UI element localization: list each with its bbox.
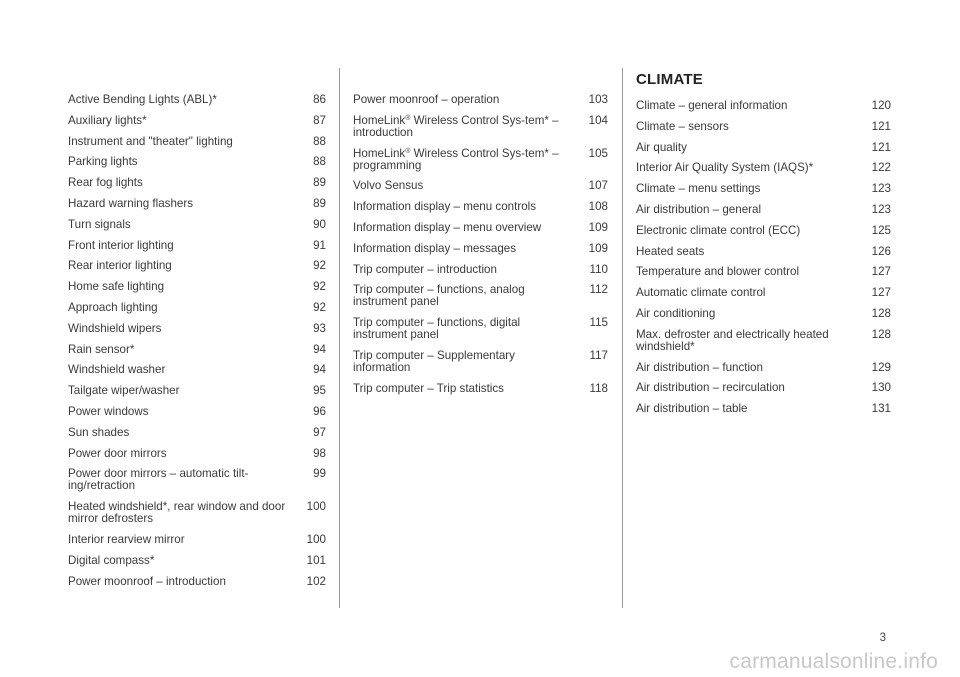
toc-entry-page: 131 [871, 402, 891, 416]
toc-entry-page: 88 [313, 155, 326, 169]
toc-entry-title: Hazard warning flashers [68, 196, 194, 210]
toc-entry-title: HomeLink® Wireless Control Sys-tem* – programming [353, 146, 559, 172]
column-divider [339, 68, 340, 608]
toc-entry-title: Air distribution – general [636, 202, 762, 216]
toc-entry-title: Power moonroof – operation [353, 93, 500, 106]
toc-entry-title: Max. defroster and electrically heated windshield* [636, 327, 829, 353]
toc-entry[interactable] [353, 284, 608, 308]
toc-entry[interactable] [636, 225, 891, 237]
toc-entry-title: Trip computer – functions, digital instrument panel [353, 316, 521, 342]
toc-entry[interactable] [636, 100, 891, 112]
toc-entry-page: 127 [871, 286, 891, 300]
toc-entry-page: 101 [306, 553, 326, 567]
toc-entry[interactable] [68, 260, 326, 272]
toc-entry-page: 90 [313, 217, 326, 231]
toc-entry[interactable] [68, 534, 326, 546]
toc-entry-page: 115 [589, 316, 608, 330]
toc-entry-title: Air quality [636, 140, 687, 154]
toc-entry-page: 121 [871, 119, 891, 133]
toc-entry[interactable] [636, 142, 891, 154]
toc-entry-page: 109 [588, 220, 608, 234]
toc-entry[interactable] [68, 555, 326, 567]
toc-entry-page: 100 [306, 532, 326, 546]
toc-entry[interactable] [68, 501, 326, 525]
toc-entry-page: 89 [313, 176, 326, 190]
toc-entry-title: Electronic climate control (ECC) [636, 223, 801, 237]
toc-entry-title: Power door mirrors [68, 446, 167, 460]
toc-entry-title: Trip computer – functions, analog instrument panel [353, 283, 525, 309]
toc-entry[interactable] [68, 115, 326, 127]
toc-entry[interactable] [68, 344, 326, 356]
toc-entry-title: Power door mirrors – automatic tilt-ing/retraction [68, 467, 249, 493]
toc-entry-title: Instrument and "theater" lighting [68, 134, 233, 148]
toc-entry-page: 107 [588, 179, 608, 193]
toc-entry-page: 110 [589, 262, 608, 276]
toc-entry-page: 92 [313, 280, 326, 294]
toc-entry-title: Sun shades [68, 425, 130, 439]
toc-entry-page: 92 [313, 300, 326, 314]
toc-entry-title: Turn signals [68, 217, 131, 231]
toc-entry[interactable] [68, 156, 326, 168]
toc-entry-title: Windshield wipers [68, 321, 162, 335]
toc-entry[interactable] [353, 222, 608, 234]
toc-entry-page: 118 [589, 381, 608, 395]
toc-entry[interactable] [68, 427, 326, 439]
toc-entry[interactable] [636, 382, 891, 394]
toc-entry[interactable] [353, 383, 608, 395]
toc-entry[interactable] [353, 350, 608, 374]
toc-entry-title: HomeLink® Wireless Control Sys-tem* – introduction [353, 113, 559, 139]
toc-entry-page: 96 [313, 404, 326, 418]
page-number: 3 [879, 632, 886, 644]
toc-entry-title: Air distribution – function [636, 360, 763, 374]
toc-entry[interactable] [68, 468, 326, 492]
toc-entry-page: 117 [589, 348, 608, 362]
toc-entry-page: 102 [306, 574, 326, 588]
toc-entry[interactable] [68, 281, 326, 293]
toc-entry-title: Information display – menu controls [353, 200, 537, 214]
watermark: carmanualsonline.info [729, 650, 938, 673]
toc-entry-title: Rain sensor* [68, 342, 135, 356]
toc-entry-title: Rear fog lights [68, 176, 143, 190]
toc-entry[interactable] [68, 240, 326, 252]
toc-entry-page: 91 [313, 238, 326, 252]
toc-entry-title: Active Bending Lights (ABL)* [68, 93, 217, 106]
toc-entry-title: Parking lights [68, 155, 138, 169]
toc-entry-title: Approach lighting [68, 300, 158, 314]
toc-entry-title: Information display – messages [353, 241, 517, 255]
toc-entry[interactable] [636, 308, 891, 320]
toc-entry-page: 105 [588, 146, 608, 160]
toc-entry-title: Air distribution – table [636, 402, 748, 416]
toc-entry-title: Tailgate wiper/washer [68, 384, 180, 398]
toc-entry-page: 95 [313, 384, 326, 398]
toc-entry-page: 123 [871, 202, 891, 216]
toc-entry-title: Digital compass* [68, 553, 155, 567]
toc-entry-page: 108 [588, 200, 608, 214]
toc-entry[interactable] [353, 243, 608, 255]
toc-entry-page: 127 [871, 265, 891, 279]
toc-entry[interactable] [68, 385, 326, 397]
toc-entry[interactable] [68, 406, 326, 418]
toc-entry-page: 125 [871, 223, 891, 237]
toc-column-3 [636, 70, 891, 424]
toc-entry-page: 100 [306, 500, 326, 514]
section-title: CLIMATE [636, 71, 703, 88]
toc-entry-title: Power moonroof – introduction [68, 574, 226, 588]
toc-entry-title: Windshield washer [68, 363, 166, 377]
toc-entry[interactable] [68, 364, 326, 376]
toc-entry-title: Air conditioning [636, 306, 716, 320]
toc-entry-title: Heated seats [636, 244, 705, 258]
toc-entry-page: 88 [313, 134, 326, 148]
toc-entry-page: 86 [313, 93, 326, 106]
toc-entry[interactable] [353, 317, 608, 341]
toc-entry[interactable] [68, 136, 326, 148]
toc-entry-title: Home safe lighting [68, 280, 165, 294]
toc-entry-title: Automatic climate control [636, 286, 766, 300]
toc-entry-page: 87 [313, 113, 326, 127]
toc-entry-page: 129 [871, 360, 891, 374]
toc-entry-page: 120 [871, 99, 891, 112]
toc-entry[interactable] [353, 180, 608, 192]
registered-mark: ® [405, 114, 411, 122]
toc-entry[interactable] [636, 329, 891, 353]
toc-entry-title: Trip computer – introduction [353, 262, 497, 276]
toc-entry-page: 130 [871, 381, 891, 395]
toc-entry-page: 99 [313, 467, 326, 481]
toc-entry[interactable] [636, 162, 891, 174]
toc-entry[interactable] [68, 323, 326, 335]
toc-entry[interactable] [353, 148, 608, 172]
toc-entry-title: Power windows [68, 404, 149, 418]
toc-entry[interactable] [68, 198, 326, 210]
toc-entry-page: 103 [588, 93, 608, 106]
toc-entry-page: 126 [871, 244, 891, 258]
toc-entry[interactable] [636, 403, 891, 415]
registered-mark: ® [405, 147, 411, 155]
toc-entry-page: 94 [313, 342, 326, 356]
toc-entry-title: Air distribution – recirculation [636, 381, 785, 395]
toc-entry[interactable] [68, 448, 326, 460]
toc-entry-page: 92 [313, 259, 326, 273]
toc-entry-page: 112 [589, 283, 608, 297]
toc-entry-title: Auxiliary lights* [68, 113, 147, 127]
toc-entry[interactable] [636, 183, 891, 195]
toc-entry-page: 122 [871, 161, 891, 175]
toc-entry-title: Trip computer – Trip statistics [353, 381, 504, 395]
toc-entry-title: Climate – sensors [636, 119, 729, 133]
toc-entry[interactable] [636, 362, 891, 374]
toc-entry-title: Heated windshield*, rear window and door mirror defrosters [68, 500, 286, 526]
toc-entry-page: 97 [313, 425, 326, 439]
toc-entry[interactable] [68, 94, 326, 106]
toc-entry[interactable] [636, 287, 891, 299]
toc-entry-page: 93 [313, 321, 326, 335]
toc-entry-title: Trip computer – Supplementary information [353, 348, 515, 374]
toc-entry[interactable] [68, 219, 326, 231]
toc-entry-title: Front interior lighting [68, 238, 174, 252]
toc-column-2 [353, 94, 608, 404]
toc-entry-title: Rear interior lighting [68, 259, 172, 273]
toc-entry-title: Temperature and blower control [636, 265, 800, 279]
toc-entry-page: 123 [871, 182, 891, 196]
toc-entry-page: 94 [313, 363, 326, 377]
toc-entry[interactable] [68, 576, 326, 588]
toc-entry[interactable] [636, 266, 891, 278]
toc-entry-title: Information display – menu overview [353, 220, 542, 234]
column-divider [622, 68, 623, 608]
toc-entry-page: 104 [588, 113, 608, 127]
toc-entry-page: 128 [871, 327, 891, 341]
toc-column-1 [68, 94, 326, 596]
toc-entry[interactable] [68, 302, 326, 314]
toc-entry-page: 128 [871, 306, 891, 320]
toc-entry[interactable] [353, 94, 608, 106]
toc-entry-title: Climate – general information [636, 99, 788, 112]
toc-entry[interactable] [636, 121, 891, 133]
toc-entry[interactable] [353, 115, 608, 139]
toc-entry-title: Climate – menu settings [636, 182, 761, 196]
toc-entry[interactable] [68, 177, 326, 189]
toc-entry-page: 121 [871, 140, 891, 154]
toc-entry[interactable] [636, 246, 891, 258]
toc-entry[interactable] [353, 201, 608, 213]
toc-entry-title: Volvo Sensus [353, 179, 424, 193]
toc-entry[interactable] [636, 204, 891, 216]
toc-entry-page: 98 [313, 446, 326, 460]
toc-entry-page: 109 [588, 241, 608, 255]
toc-entry-title: Interior rearview mirror [68, 532, 185, 546]
toc-entry[interactable] [353, 264, 608, 276]
toc-entry-title: Interior Air Quality System (IAQS)* [636, 161, 814, 175]
toc-entry-page: 89 [313, 196, 326, 210]
